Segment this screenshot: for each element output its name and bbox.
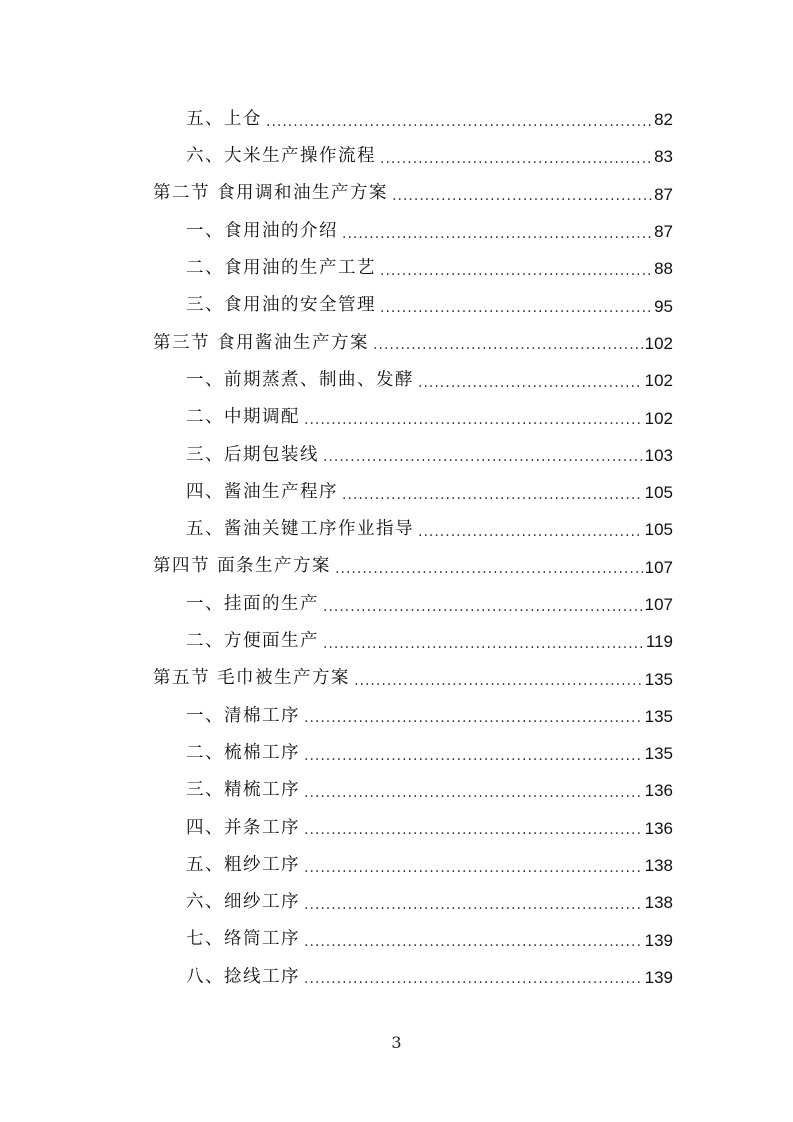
- toc-entry[interactable]: [0, 101, 673, 138]
- toc-entry-page: 138: [644, 856, 673, 876]
- toc-entry[interactable]: [0, 922, 673, 959]
- toc-entry-title: 五、粗纱工序: [186, 854, 300, 875]
- toc-leader-dots: [304, 413, 643, 427]
- toc-leader-dots: [304, 861, 643, 875]
- toc-leader-dots: [323, 637, 644, 651]
- page-number: 3: [391, 1033, 402, 1052]
- toc-entry[interactable]: [0, 213, 673, 250]
- toc-leader-dots: [335, 562, 643, 576]
- toc-entry-page: 105: [644, 483, 673, 503]
- toc-entry[interactable]: [0, 884, 673, 921]
- toc-entry-title: 二、食用油的生产工艺: [186, 258, 376, 279]
- toc-entry-page: 107: [644, 595, 673, 614]
- toc-entry-title: 二、中期调配: [186, 407, 300, 428]
- toc-entry-page: 135: [644, 669, 673, 689]
- toc-leader-dots: [266, 115, 652, 129]
- toc-entry-page: 102: [644, 333, 673, 353]
- toc-section-entry[interactable]: [0, 660, 673, 697]
- toc-entry-page: 83: [654, 147, 673, 167]
- toc-entry-page: 135: [644, 706, 673, 726]
- toc-leader-dots: [342, 227, 652, 241]
- toc-entry-page: 119: [645, 632, 673, 652]
- toc-entry-title: 第五节 毛巾被生产方案: [153, 668, 351, 689]
- toc-leader-dots: [304, 935, 643, 949]
- toc-entry-title: 第四节 面条生产方案: [153, 556, 332, 577]
- toc-entry-title: 第三节 食用酱油生产方案: [153, 332, 370, 353]
- toc-entry-page: 107: [644, 557, 673, 577]
- toc-entry-page: 103: [644, 445, 673, 465]
- toc-entry-title: 四、酱油生产程序: [186, 481, 338, 502]
- toc-entry-title: 五、酱油关键工序作业指导: [186, 519, 414, 540]
- toc-entry[interactable]: [0, 474, 673, 511]
- toc-entry-page: 105: [644, 520, 673, 540]
- toc-section-entry[interactable]: [0, 176, 673, 213]
- toc-leader-dots: [392, 189, 652, 203]
- toc-entry-title: 六、大米生产操作流程: [186, 146, 376, 167]
- toc-section-entry[interactable]: [0, 325, 673, 362]
- toc-entry-title: 一、前期蒸煮、制曲、发酵: [186, 369, 414, 390]
- toc-leader-dots: [418, 525, 643, 539]
- toc-entry[interactable]: [0, 138, 673, 175]
- toc-entry-title: 第二节 食用调和油生产方案: [153, 183, 389, 204]
- toc-leader-dots: [323, 600, 643, 614]
- toc-entry-page: 138: [644, 893, 673, 913]
- toc-entry[interactable]: [0, 698, 673, 735]
- toc-entry-page: 87: [654, 222, 673, 242]
- toc-entry-title: 一、食用油的介绍: [186, 220, 338, 241]
- toc-leader-dots: [373, 338, 643, 352]
- toc-leader-dots: [304, 898, 643, 912]
- toc-entry-page: 139: [644, 930, 673, 950]
- toc-leader-dots: [342, 488, 643, 502]
- toc-entry-page: 82: [654, 110, 673, 130]
- toc-entry-title: 四、并条工序: [186, 817, 300, 838]
- toc-entry-page: 136: [644, 781, 673, 801]
- toc-entry-title: 一、清棉工序: [186, 705, 300, 726]
- toc-entry[interactable]: [0, 437, 673, 474]
- toc-entry-title: 三、食用油的安全管理: [186, 295, 376, 316]
- toc-entry[interactable]: [0, 250, 673, 287]
- toc-entry[interactable]: [0, 735, 673, 772]
- toc-entry-title: 一、挂面的生产: [186, 593, 319, 614]
- toc-leader-dots: [304, 972, 643, 986]
- toc-leader-dots: [323, 450, 643, 464]
- toc-entry[interactable]: [0, 287, 673, 324]
- toc-entry[interactable]: [0, 586, 673, 623]
- toc-entry[interactable]: [0, 772, 673, 809]
- toc-entry-page: 87: [654, 184, 673, 204]
- toc-entry[interactable]: [0, 399, 673, 436]
- toc-leader-dots: [354, 674, 643, 688]
- toc-entry-page: 88: [654, 259, 673, 279]
- toc-entry-title: 六、细纱工序: [186, 892, 300, 913]
- toc-entry-page: 135: [644, 744, 673, 764]
- toc-entry-title: 八、捻线工序: [186, 966, 300, 987]
- toc-entry-title: 二、梳棉工序: [186, 742, 300, 763]
- toc-entry-page: 95: [654, 296, 673, 316]
- toc-entry-page: 102: [644, 408, 673, 428]
- toc-entry-page: 139: [644, 967, 673, 987]
- toc-leader-dots: [304, 749, 643, 763]
- toc-leader-dots: [380, 152, 652, 166]
- toc-leader-dots: [380, 301, 652, 315]
- toc-entry[interactable]: [0, 847, 673, 884]
- toc-leader-dots: [304, 786, 643, 800]
- table-of-contents: [0, 101, 793, 996]
- toc-leader-dots: [418, 376, 643, 390]
- toc-entry[interactable]: [0, 810, 673, 847]
- toc-entry-title: 二、方便面生产: [186, 631, 319, 652]
- toc-section-entry[interactable]: [0, 549, 673, 586]
- toc-leader-dots: [304, 711, 643, 725]
- toc-entry[interactable]: [0, 959, 673, 996]
- toc-entry-page: 102: [644, 371, 673, 391]
- toc-leader-dots: [380, 264, 652, 278]
- toc-entry[interactable]: [0, 511, 673, 548]
- toc-entry[interactable]: [0, 623, 673, 660]
- toc-entry[interactable]: [0, 362, 673, 399]
- toc-leader-dots: [304, 823, 643, 837]
- toc-entry-page: 136: [644, 818, 673, 838]
- toc-entry-title: 五、上仓: [186, 108, 262, 129]
- toc-entry-title: 三、精梳工序: [186, 780, 300, 801]
- toc-entry-title: 七、络筒工序: [186, 929, 300, 950]
- toc-entry-title: 三、后期包装线: [186, 444, 319, 465]
